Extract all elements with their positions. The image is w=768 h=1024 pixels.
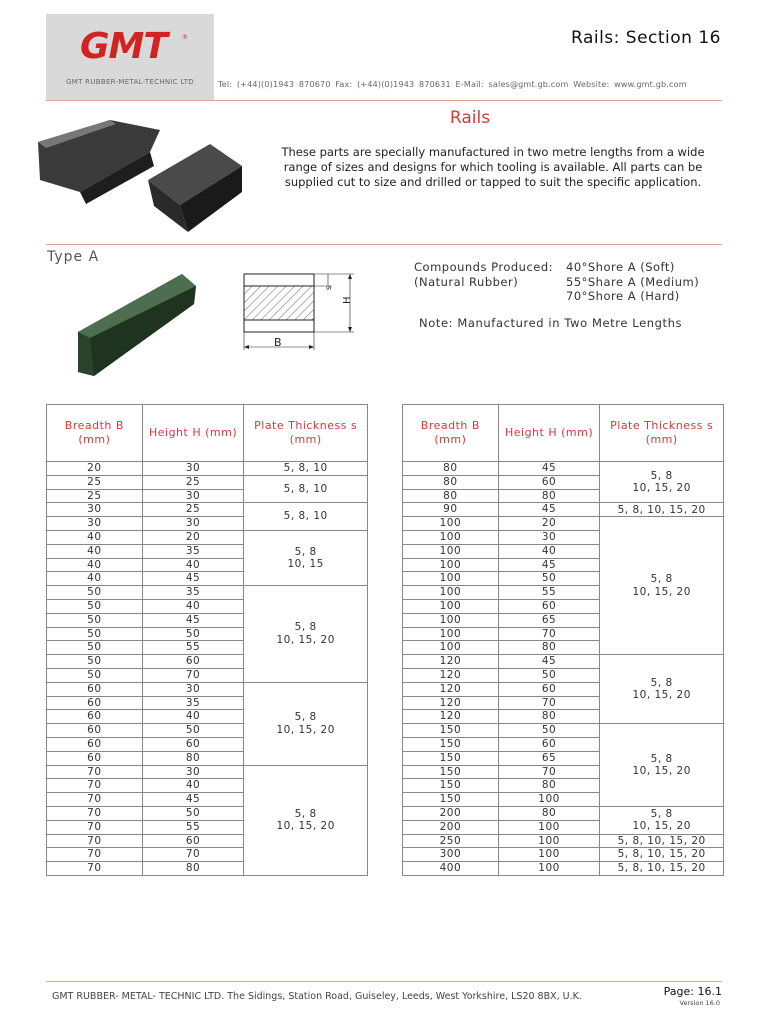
- size-group: [403, 724, 724, 807]
- breadth-cell: 150: [403, 793, 499, 807]
- height-cell: 30: [142, 489, 244, 503]
- height-cell: 40: [142, 599, 244, 613]
- compounds-list: [414, 260, 699, 304]
- breadth-cell: 90: [403, 503, 499, 517]
- plate-thickness-cell: 5, 8 10, 15, 20: [244, 586, 368, 683]
- height-cell: 55: [498, 586, 600, 600]
- height-cell: 40: [142, 779, 244, 793]
- height-cell: 60: [498, 737, 600, 751]
- table-row: [403, 834, 724, 848]
- size-group: [403, 834, 724, 848]
- breadth-cell: 60: [47, 737, 143, 751]
- height-cell: 80: [498, 806, 600, 820]
- size-group: [47, 530, 368, 585]
- plate-thickness-cell: 5, 8, 10: [244, 503, 368, 531]
- table-row: [47, 530, 368, 544]
- breadth-cell: 100: [403, 544, 499, 558]
- table-row: [403, 806, 724, 820]
- page-title: Rails: Section 16: [571, 28, 721, 48]
- section-divider: [46, 244, 722, 245]
- compound-label: (Natural Rubber): [414, 274, 519, 289]
- header-height: Height H (mm): [498, 405, 600, 462]
- height-cell: 60: [498, 682, 600, 696]
- breadth-cell: 100: [403, 599, 499, 613]
- plate-thickness-cell: 5, 8 10, 15, 20: [244, 682, 368, 765]
- plate-thickness-cell: 5, 8 10, 15, 20: [600, 517, 724, 655]
- breadth-cell: 70: [47, 834, 143, 848]
- breadth-cell: 60: [47, 696, 143, 710]
- breadth-cell: 100: [403, 517, 499, 531]
- dimension-s-label: s: [324, 285, 333, 290]
- breadth-cell: 100: [403, 613, 499, 627]
- breadth-cell: 100: [403, 641, 499, 655]
- height-cell: 80: [498, 489, 600, 503]
- height-cell: 30: [142, 517, 244, 531]
- height-cell: 100: [498, 820, 600, 834]
- height-cell: 45: [498, 503, 600, 517]
- height-cell: 100: [498, 834, 600, 848]
- height-cell: 55: [142, 820, 244, 834]
- compound-label: [414, 289, 566, 304]
- height-cell: 30: [498, 530, 600, 544]
- breadth-cell: 40: [47, 530, 143, 544]
- height-cell: 65: [498, 613, 600, 627]
- footer-divider: [46, 981, 722, 982]
- height-cell: 70: [142, 668, 244, 682]
- breadth-cell: 70: [47, 793, 143, 807]
- breadth-cell: 150: [403, 765, 499, 779]
- height-cell: 50: [498, 668, 600, 682]
- table-row: [47, 503, 368, 517]
- breadth-cell: 60: [47, 682, 143, 696]
- table-row: [47, 682, 368, 696]
- breadth-cell: 70: [47, 848, 143, 862]
- height-cell: 60: [498, 475, 600, 489]
- height-cell: 45: [142, 572, 244, 586]
- cross-section-diagram: [236, 268, 364, 356]
- breadth-cell: 80: [403, 462, 499, 476]
- height-cell: 25: [142, 503, 244, 517]
- page-number: Page: 16.1: [663, 985, 722, 998]
- breadth-cell: 50: [47, 586, 143, 600]
- height-cell: 40: [498, 544, 600, 558]
- breadth-cell: 50: [47, 655, 143, 669]
- breadth-cell: 60: [47, 710, 143, 724]
- breadth-cell: 30: [47, 517, 143, 531]
- breadth-cell: 200: [403, 820, 499, 834]
- sizes-table-left: [46, 404, 368, 876]
- breadth-cell: 70: [47, 806, 143, 820]
- size-group: [403, 862, 724, 876]
- breadth-cell: 400: [403, 862, 499, 876]
- header-height: Height H (mm): [142, 405, 244, 462]
- type-a-rail-photo: [76, 272, 198, 382]
- height-cell: 30: [142, 462, 244, 476]
- registered-mark: ®: [182, 34, 188, 41]
- size-group: [403, 655, 724, 724]
- breadth-cell: 150: [403, 724, 499, 738]
- breadth-cell: 40: [47, 558, 143, 572]
- height-cell: 35: [142, 586, 244, 600]
- breadth-cell: 150: [403, 779, 499, 793]
- plate-thickness-cell: 5, 8 10, 15, 20: [600, 724, 724, 807]
- header-divider: [46, 100, 722, 101]
- header-plate-thickness: Plate Thickness s (mm): [244, 405, 368, 462]
- breadth-cell: 250: [403, 834, 499, 848]
- height-cell: 60: [498, 599, 600, 613]
- height-cell: 45: [142, 793, 244, 807]
- breadth-cell: 60: [47, 751, 143, 765]
- section-title: Rails: [449, 108, 491, 128]
- contact-line: Tel: (+44)(0)1943 870670 Fax: (+44)(0)1943 870631 E-Mail: sales@gmt.gb.com Website: www.gmt.gb.com: [218, 80, 687, 89]
- size-group: [47, 765, 368, 875]
- height-cell: 60: [142, 834, 244, 848]
- height-cell: 100: [498, 848, 600, 862]
- compound-row: [414, 289, 699, 304]
- table-row: [403, 848, 724, 862]
- header-breadth: Breadth B (mm): [47, 405, 143, 462]
- table-row: [47, 475, 368, 489]
- compound-hardness: 55°Share A (Medium): [566, 274, 700, 289]
- size-group: [47, 475, 368, 503]
- breadth-cell: 100: [403, 572, 499, 586]
- height-cell: 20: [498, 517, 600, 531]
- plate-thickness-cell: 5, 8, 10: [244, 475, 368, 503]
- table-row: [403, 517, 724, 531]
- breadth-cell: 80: [403, 475, 499, 489]
- breadth-cell: 120: [403, 682, 499, 696]
- compound-hardness: 70°Shore A (Hard): [566, 289, 680, 303]
- table-row: [47, 462, 368, 476]
- breadth-cell: 70: [47, 765, 143, 779]
- height-cell: 80: [142, 862, 244, 876]
- height-cell: 35: [142, 696, 244, 710]
- size-group: [47, 682, 368, 765]
- breadth-cell: 70: [47, 862, 143, 876]
- dimension-h-label: H: [342, 296, 353, 304]
- breadth-cell: 50: [47, 613, 143, 627]
- plate-thickness-cell: 5, 8 10, 15, 20: [600, 806, 724, 834]
- height-cell: 100: [498, 862, 600, 876]
- logo-wordmark: GMT: [80, 26, 167, 67]
- logo-company-name: GMT RUBBER-METAL-TECHNIC LTD: [66, 78, 194, 86]
- height-cell: 50: [142, 724, 244, 738]
- footer-address: GMT RUBBER- METAL- TECHNIC LTD. The Sidings, Station Road, Guiseley, Leeds, West Yorkshire, LS20 8BX, U.K.: [52, 991, 582, 1002]
- table-row: [47, 765, 368, 779]
- table-row: [47, 586, 368, 600]
- breadth-cell: 25: [47, 475, 143, 489]
- height-cell: 30: [142, 682, 244, 696]
- height-cell: 50: [498, 724, 600, 738]
- size-group: [47, 586, 368, 683]
- compound-row: [414, 275, 699, 290]
- breadth-cell: 50: [47, 668, 143, 682]
- manufacturing-note: Note: Manufactured in Two Metre Lengths: [419, 316, 683, 330]
- breadth-cell: 80: [403, 489, 499, 503]
- height-cell: 80: [142, 751, 244, 765]
- height-cell: 50: [498, 572, 600, 586]
- table-row: [403, 724, 724, 738]
- height-cell: 45: [498, 462, 600, 476]
- breadth-cell: 25: [47, 489, 143, 503]
- breadth-cell: 150: [403, 751, 499, 765]
- height-cell: 50: [142, 806, 244, 820]
- breadth-cell: 20: [47, 462, 143, 476]
- plate-thickness-cell: 5, 8 10, 15: [244, 530, 368, 585]
- plate-thickness-cell: 5, 8, 10, 15, 20: [600, 848, 724, 862]
- intro-paragraph: These parts are specially manufactured in two metre lengths from a wide range of sizes and designs for which tooling is available. All parts can be supplied cut to size and drilled or tapped to suit the specific application.: [281, 145, 705, 189]
- height-cell: 70: [498, 627, 600, 641]
- height-cell: 30: [142, 765, 244, 779]
- breadth-cell: 30: [47, 503, 143, 517]
- height-cell: 40: [142, 710, 244, 724]
- breadth-cell: 120: [403, 668, 499, 682]
- height-cell: 50: [142, 627, 244, 641]
- size-group: [403, 806, 724, 834]
- plate-thickness-cell: 5, 8 10, 15, 20: [600, 655, 724, 724]
- breadth-cell: 50: [47, 599, 143, 613]
- breadth-cell: 300: [403, 848, 499, 862]
- table-row: [403, 503, 724, 517]
- breadth-cell: 70: [47, 779, 143, 793]
- breadth-cell: 100: [403, 586, 499, 600]
- header-plate-thickness: Plate Thickness s (mm): [600, 405, 724, 462]
- breadth-cell: 70: [47, 820, 143, 834]
- breadth-cell: 100: [403, 627, 499, 641]
- size-group: [403, 503, 724, 517]
- breadth-cell: 50: [47, 641, 143, 655]
- plate-thickness-cell: 5, 8, 10: [244, 462, 368, 476]
- height-cell: 35: [142, 544, 244, 558]
- breadth-cell: 50: [47, 627, 143, 641]
- plate-thickness-cell: 5, 8, 10, 15, 20: [600, 862, 724, 876]
- height-cell: 60: [142, 655, 244, 669]
- plate-thickness-cell: 5, 8, 10, 15, 20: [600, 834, 724, 848]
- height-cell: 40: [142, 558, 244, 572]
- breadth-cell: 100: [403, 558, 499, 572]
- table-row: [403, 655, 724, 669]
- height-cell: 70: [498, 696, 600, 710]
- breadth-cell: 150: [403, 737, 499, 751]
- breadth-cell: 200: [403, 806, 499, 820]
- height-cell: 55: [142, 641, 244, 655]
- height-cell: 70: [142, 848, 244, 862]
- header-breadth: Breadth B (mm): [403, 405, 499, 462]
- height-cell: 80: [498, 641, 600, 655]
- version-label: Version 16.0: [679, 999, 720, 1007]
- height-cell: 65: [498, 751, 600, 765]
- height-cell: 80: [498, 710, 600, 724]
- compound-hardness: 40°Shore A (Soft): [566, 260, 675, 274]
- compound-row: [414, 260, 699, 275]
- height-cell: 45: [142, 613, 244, 627]
- breadth-cell: 40: [47, 544, 143, 558]
- plate-thickness-cell: 5, 8 10, 15, 20: [600, 462, 724, 503]
- size-group: [403, 517, 724, 655]
- height-cell: 20: [142, 530, 244, 544]
- height-cell: 70: [498, 765, 600, 779]
- table-row: [403, 462, 724, 476]
- breadth-cell: 100: [403, 530, 499, 544]
- table-row: [403, 862, 724, 876]
- plate-thickness-cell: 5, 8, 10, 15, 20: [600, 503, 724, 517]
- size-group: [403, 462, 724, 503]
- rail-product-photo: [30, 110, 250, 235]
- size-group: [47, 503, 368, 531]
- breadth-cell: 120: [403, 710, 499, 724]
- height-cell: 80: [498, 779, 600, 793]
- breadth-cell: 120: [403, 655, 499, 669]
- sizes-table-right: [402, 404, 724, 876]
- compound-label: Compounds Produced:: [414, 260, 554, 274]
- company-logo: [46, 14, 214, 100]
- dimension-b-label: B: [274, 336, 282, 349]
- height-cell: 100: [498, 793, 600, 807]
- breadth-cell: 120: [403, 696, 499, 710]
- breadth-cell: 60: [47, 724, 143, 738]
- height-cell: 45: [498, 558, 600, 572]
- height-cell: 60: [142, 737, 244, 751]
- height-cell: 25: [142, 475, 244, 489]
- breadth-cell: 40: [47, 572, 143, 586]
- height-cell: 45: [498, 655, 600, 669]
- plate-thickness-cell: 5, 8 10, 15, 20: [244, 765, 368, 875]
- type-label: Type A: [47, 249, 100, 265]
- size-group: [47, 462, 368, 476]
- size-group: [403, 848, 724, 862]
